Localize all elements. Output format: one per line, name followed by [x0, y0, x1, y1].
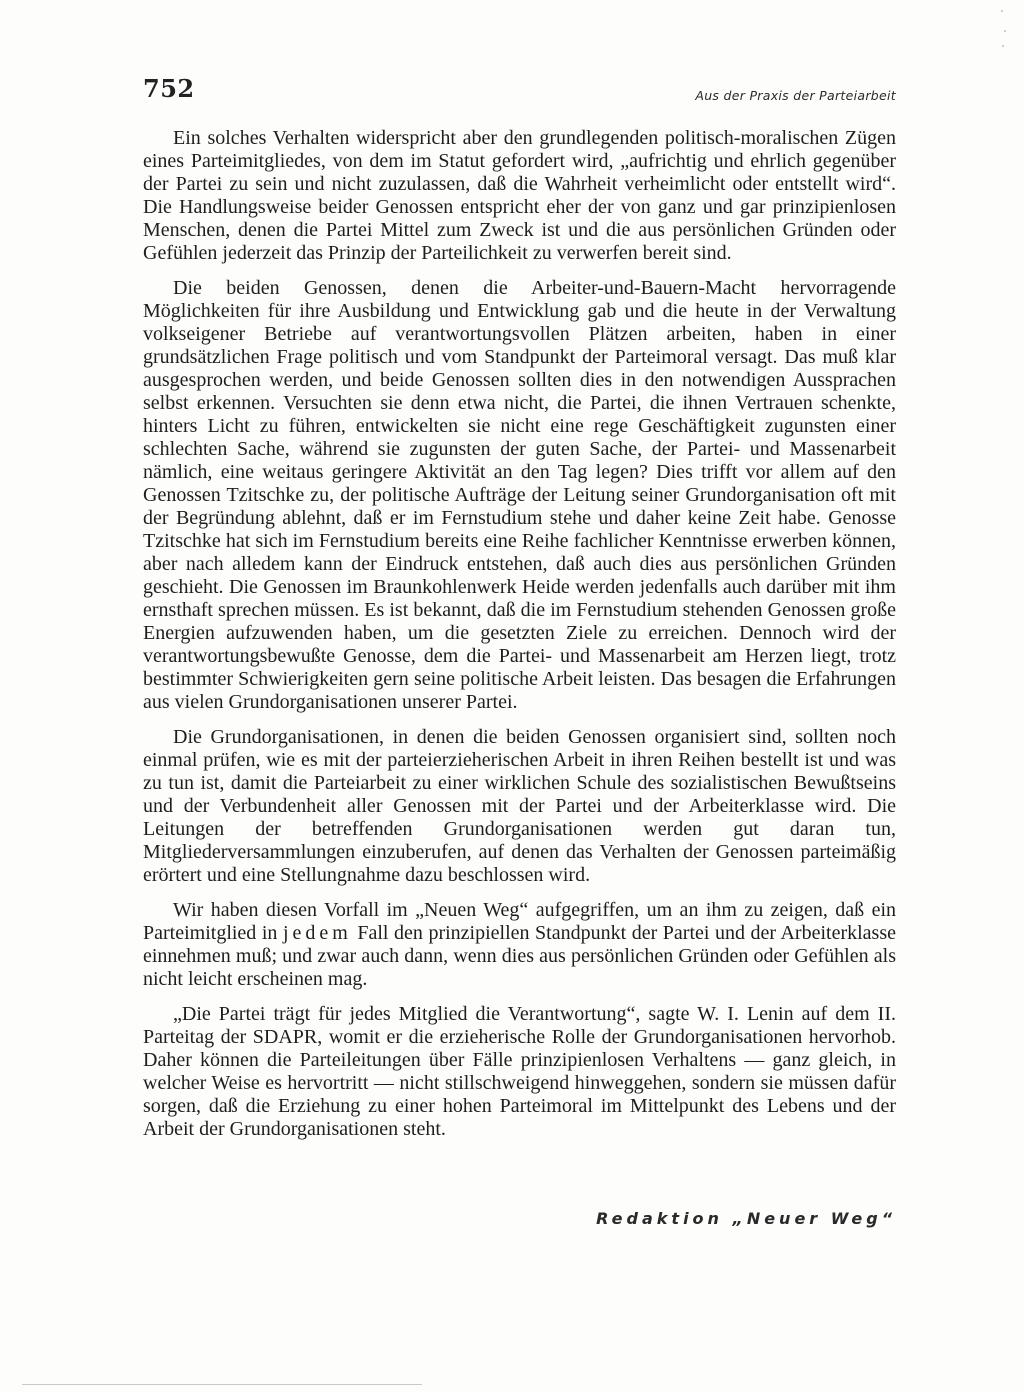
page-header: [143, 74, 896, 110]
editorial-signature: Redaktion „Neuer Weg“: [596, 1209, 896, 1228]
scan-edge-line: [22, 1384, 422, 1385]
page-number: 752: [143, 74, 195, 103]
running-title: Aus der Praxis der Parteiarbeit: [695, 88, 896, 103]
paragraph-4: [143, 899, 896, 991]
scan-speck: [1002, 45, 1004, 47]
paragraph-5: „Die Partei trägt für jedes Mitglied die Verantwortung“, sagte W. I. Lenin auf dem II. Parteitag der SDAPR, womit er die erzieherische Rolle der Grundorganisationen hervorhob. Daher können die Parteileitungen über Fälle prinzipienlosen Verhaltens — ganz gleich, in welcher Weise es hervortritt — nicht stillschweigend hinweggehen, sondern sie müssen dafür sorgen, daß die Erziehung zu einer hohen Parteimoral im Mittelpunkt des Lebens und der Arbeit der Grundorganisationen steht.: [143, 1003, 896, 1140]
article-body: [143, 127, 896, 1153]
scan-speck: [1004, 30, 1006, 32]
paragraph-2: Die beiden Genossen, denen die Arbeiter-und-Bauern-Macht hervorragende Möglichkeiten für ihre Ausbildung und Entwicklung gab und die heute in der Verwaltung volkseigener Betriebe auf verantwortungsvollen Plätzen arbeiten, haben in einer grundsätzlichen Frage politisch und vom Standpunkt der Parteimoral versagt. Das muß klar ausgesprochen werden, und beide Genossen sollten dies in den notwendigen Aussprachen selbst erkennen. Versuchten sie denn etwa nicht, die Partei, die ihnen Vertrauen schenkte, hinters Licht zu führen, entwickelten sie nicht eine rege Geschäftigkeit zugunsten einer schlechten Sache, während sie zugunsten der guten Sache, der Partei- und Massenarbeit nämlich, eine weitaus geringere Aktivität an den Tag legen? Dies trifft vor allem auf den Genossen Tzitschke zu, der politische Aufträge der Leitung seiner Grundorganisation oft mit der Begründung ablehnt, daß er im Fernstudium stehe und daher keine Zeit habe. Genosse Tzitschke hat sich im Fernstudium bereits eine Reihe fachlicher Kenntnisse erwerben können, aber nach alledem kann der Eindruck entstehen, daß auch dies aus persönlichen Gründen geschieht. Die Genossen im Braunkohlenwerk Heide werden jedenfalls auch darüber mit ihm ernsthaft sprechen müssen. Es ist bekannt, daß die im Fernstudium stehenden Genossen große Energien aufzuwenden haben, um die gesetzten Ziele zu erreichen. Dennoch wird der verantwortungsbewußte Genosse, dem die Partei- und Massenarbeit am Herzen liegt, trotz bestimmter Schwierigkeiten gern seine politische Arbeit leisten. Das besagen die Erfahrungen aus vielen Grundorganisationen unserer Partei.: [143, 277, 896, 713]
paragraph-1: Ein solches Verhalten widerspricht aber den grundlegenden politisch-moralischen Zügen eines Parteimitgliedes, von dem im Statut gefordert wird, „aufrichtig und ehrlich gegenüber der Partei zu sein und nicht zuzulassen, daß die Wahrheit verheimlicht oder entstellt wird“. Die Handlungsweise beider Genossen entspricht eher der von ganz und gar prinzipienlosen Menschen, denen die Partei Mittel zum Zweck ist und die aus persönlichen Gründen oder Gefühlen jederzeit das Prinzip der Parteilichkeit zu verwerfen bereit sind.: [143, 127, 896, 264]
paragraph-4-emphasis: jedem: [282, 922, 352, 944]
paragraph-4-text-after: Fall den prinzipiellen Standpunkt der Partei und der Arbeiterklasse einnehmen muß; und zwar auch dann, wenn dies aus persönlichen Gründen oder Gefühlen als nicht leicht erscheinen mag.: [143, 922, 896, 990]
paragraph-4-text-before: Wir haben diesen Vorfall im „Neuen Weg“ aufgegriffen, um an ihm zu zeigen, daß ein Parteimitglied in: [143, 899, 896, 944]
paragraph-3: Die Grundorganisationen, in denen die beiden Genossen organisiert sind, sollten noch einmal prüfen, wie es mit der parteierzieherischen Arbeit in ihren Reihen bestellt ist und was zu tun ist, damit die Parteiarbeit zu einer wirklichen Schule des sozialistischen Bewußtseins und der Verbundenheit aller Genossen mit der Partei und der Arbeiterklasse wird. Die Leitungen der betreffenden Grundorganisationen werden gut daran tun, Mitgliederversammlungen einzuberufen, auf denen das Verhalten der Genossen parteimäßig erörtert und eine Stellungnahme dazu beschlossen wird.: [143, 726, 896, 886]
scan-speck: [1001, 10, 1003, 12]
